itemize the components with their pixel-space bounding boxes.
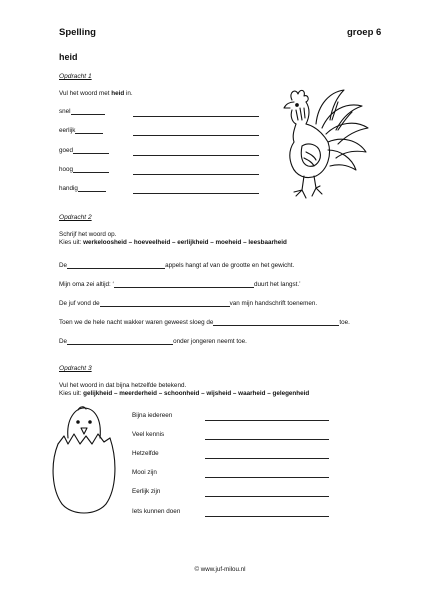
answer-line[interactable]	[205, 439, 329, 440]
chick-in-egg-icon	[46, 404, 122, 520]
sentence-end: toe.	[339, 319, 350, 326]
opdracht3-options: Kies uit: gelijkheid – meerderheid – schoonheid – wijsheid – waarheid – gelegenheid	[59, 390, 310, 397]
answer-line[interactable]	[73, 153, 109, 154]
opdracht1-row	[59, 108, 105, 115]
sentence-start: De	[59, 338, 68, 345]
opdracht3-item: Bijna iedereen	[132, 412, 173, 419]
opdracht3-item: Iets kunnen doen	[132, 508, 181, 515]
opdracht1-row	[59, 127, 103, 134]
answer-line[interactable]	[205, 458, 329, 459]
answer-line[interactable]	[114, 287, 254, 288]
grade-label: groep 6	[347, 27, 382, 38]
answer-line[interactable]	[205, 516, 329, 517]
opdracht2-sentence	[59, 281, 301, 288]
sentence-start: Toen we de hele nacht wakker waren geweest sloeg de	[59, 319, 214, 326]
opdracht2-options: Kies uit: werkeloosheid – hoeveelheid – eerlijkheid – moeheid – leesbaarheid	[59, 239, 287, 246]
answer-line[interactable]	[67, 268, 165, 269]
sentence-end: duurt het langst.’	[253, 281, 301, 288]
opdracht1-word: goed	[59, 147, 74, 154]
sentence-start: De	[59, 262, 68, 269]
opdracht1-word: snel	[59, 108, 71, 115]
answer-line[interactable]	[73, 172, 109, 173]
answer-line[interactable]	[75, 133, 103, 134]
opdracht2-instruction: Schrijf het woord op.	[59, 231, 117, 238]
answer-line[interactable]	[71, 114, 105, 115]
opdracht3-item: Eerlijk zijn	[132, 488, 161, 495]
answer-line[interactable]	[100, 306, 230, 307]
subject-title: Spelling	[59, 27, 96, 38]
answer-line[interactable]	[205, 477, 329, 478]
sentence-end: appels hangt af van de grootte en het gewicht.	[165, 262, 295, 269]
opdracht1-heading: Opdracht 1	[59, 73, 92, 80]
opdracht2-sentence	[59, 300, 317, 307]
opdracht1-instruction: Vul het woord met heid in.	[59, 90, 133, 97]
opdracht2-sentence	[59, 319, 350, 326]
answer-line[interactable]	[205, 420, 329, 421]
opdracht2-sentence	[59, 338, 247, 345]
sentence-end: van mijn handschrift toenemen.	[229, 300, 318, 307]
answer-line[interactable]	[133, 135, 259, 136]
opdracht1-row	[59, 166, 109, 173]
opdracht3-item: Hetzelfde	[132, 450, 159, 457]
opdracht2-heading: Opdracht 2	[59, 214, 92, 221]
answer-line[interactable]	[67, 344, 173, 345]
answer-line[interactable]	[133, 193, 259, 194]
opdracht3-item: Veel kennis	[132, 431, 165, 438]
opdracht3-heading: Opdracht 3	[59, 365, 92, 372]
opdracht1-word: hoog	[59, 166, 74, 173]
opdracht1-row	[59, 147, 109, 154]
rooster-icon	[272, 80, 372, 210]
opdracht2-sentence	[59, 262, 294, 269]
opdracht3-item: Mooi zijn	[132, 469, 157, 476]
answer-line[interactable]	[133, 155, 259, 156]
answer-line[interactable]	[78, 191, 106, 192]
footer-credit: © www.juf-milou.nl	[194, 566, 246, 573]
opdracht1-word: eerlijk	[59, 127, 76, 134]
answer-line[interactable]	[213, 325, 339, 326]
sentence-start: Mijn oma zei altijd: ‘	[59, 281, 114, 288]
opdracht1-row	[59, 185, 106, 192]
answer-line[interactable]	[133, 174, 259, 175]
sentence-end: onder jongeren neemt toe.	[173, 338, 247, 345]
opdracht1-word: handig	[59, 185, 78, 192]
opdracht3-instruction: Vul het woord in dat bijna hetzelfde betekend.	[59, 382, 187, 389]
answer-line[interactable]	[205, 496, 329, 497]
page-title: heid	[59, 52, 78, 62]
answer-line[interactable]	[133, 116, 259, 117]
sentence-start: De juf vond de	[59, 300, 100, 307]
